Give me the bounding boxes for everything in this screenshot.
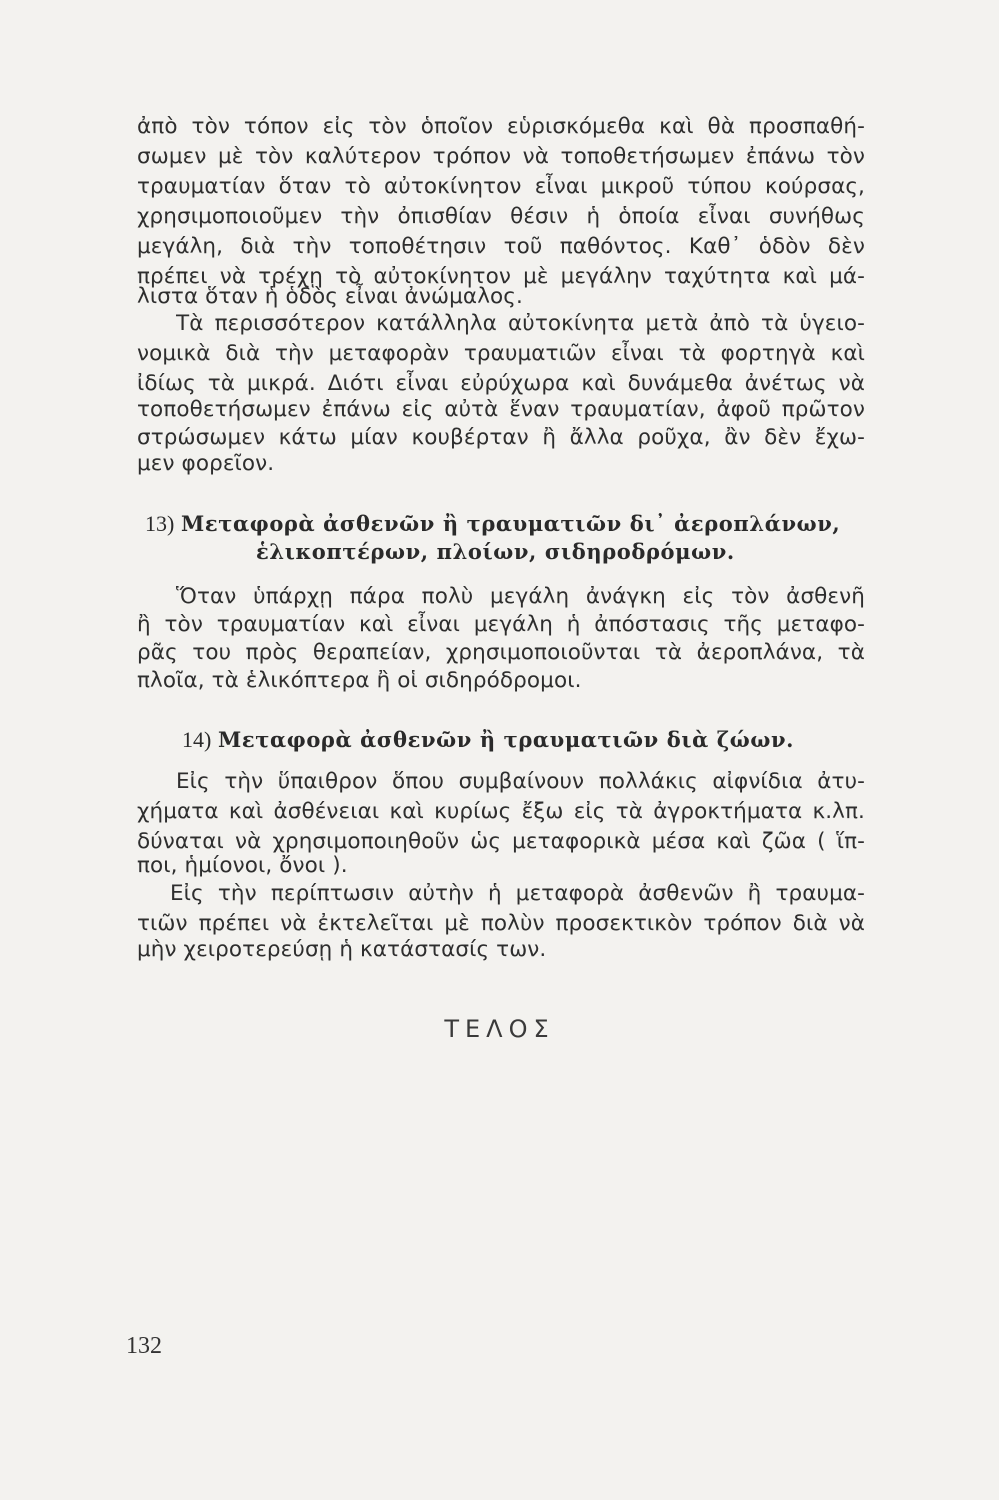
text-line: ἰδίως τὰ μικρά. Διότι εἶναι εὐρύχωρα καὶ δυνάμεθα ἀνέτως νὰ — [137, 371, 865, 396]
page-number: 132 — [126, 1333, 162, 1359]
text-line: Εἰς τὴν περίπτωσιν αὐτὴν ἡ μεταφορὰ ἀσθενῶν ἢ τραυμα- — [170, 881, 865, 906]
text-line: μεν φορεῖον. — [137, 451, 275, 476]
text-line: στρώσωμεν κάτω μίαν κουβέρταν ἢ ἄλλα ροῦχα, ἂν δὲν ἔχω- — [137, 425, 865, 450]
text-line: μεγάλη, διὰ τὴν τοποθέτησιν τοῦ παθόντος. Καθ᾽ ὁδὸν δὲν — [137, 234, 865, 259]
text-line: τοποθετήσωμεν ἐπάνω εἰς αὐτὰ ἕναν τραυματίαν, ἀφοῦ πρῶτον — [137, 397, 865, 422]
text-line: ἀπὸ τὸν τόπον εἰς τὸν ὁποῖον εὑρισκόμεθα καὶ θὰ προσπαθή- — [137, 114, 865, 139]
text-line: λιστα ὅταν ἡ ὁδὸς εἶναι ἀνώμαλος. — [137, 284, 523, 309]
section-heading-13-cont — [256, 538, 735, 566]
text-line: σωμεν μὲ τὸν καλύτερον τρόπον νὰ τοποθετήσωμεν ἐπάνω τὸν — [137, 144, 865, 169]
section-heading-14 — [182, 726, 794, 754]
text-line: Τὰ περισσότερον κατάλληλα αὐτοκίνητα μετὰ ἀπὸ τὰ ὑγειο- — [176, 311, 865, 336]
text-line: ἢ τὸν τραυματίαν καὶ εἶναι μεγάλη ἡ ἀπόστασις τῆς μεταφο- — [137, 612, 865, 637]
text-line: νομικὰ διὰ τὴν μεταφορὰν τραυματιῶν εἶναι τὰ φορτηγὰ καὶ — [137, 341, 865, 366]
section-title-cont: ἑλικοπτέρων, πλοίων, σιδηροδρόμων. — [256, 539, 735, 564]
text-line: πρέπει νὰ τρέχῃ τὸ αὐτοκίνητον μὲ μεγάλην ταχύτητα καὶ μά- — [137, 264, 865, 289]
section-title: Μεταφορὰ ἀσθενῶν ἢ τραυματιῶν δι᾽ ἀεροπλάνων, — [181, 511, 841, 536]
section-number: 14) — [182, 727, 212, 752]
text-line: Εἰς τὴν ὕπαιθρον ὅπου συμβαίνουν πολλάκις αἰφνίδια ἀτυ- — [176, 769, 865, 794]
text-line: ποι, ἡμίονοι, ὄνοι ). — [137, 853, 348, 878]
text-line: τραυματίαν ὅταν τὸ αὐτοκίνητον εἶναι μικροῦ τύπου κούρσας, — [137, 174, 865, 199]
text-line: δύναται νὰ χρησιμοποιηθοῦν ὡς μεταφορικὰ μέσα καὶ ζῶα ( ἵπ- — [137, 829, 865, 854]
text-line: μὴν χειροτερεύσῃ ἡ κατάστασίς των. — [137, 937, 547, 962]
end-mark: ΤΕΛΟΣ — [444, 1015, 555, 1043]
section-number: 13) — [145, 511, 175, 536]
text-line: χήματα καὶ ἀσθένειαι καὶ κυρίως ἔξω εἰς τὰ ἀγροκτήματα κ.λπ. — [137, 799, 865, 824]
text-line: Ὅταν ὑπάρχῃ πάρα πολὺ μεγάλη ἀνάγκη εἰς τὸν ἀσθενῆ — [176, 584, 865, 609]
text-line: πλοῖα, τὰ ἑλικόπτερα ἢ οἱ σιδηρόδρομοι. — [137, 668, 582, 693]
section-title: Μεταφορὰ ἀσθενῶν ἢ τραυματιῶν διὰ ζώων. — [218, 727, 795, 752]
section-heading-13 — [145, 510, 840, 538]
text-line: τιῶν πρέπει νὰ ἐκτελεῖται μὲ πολὺν προσεκτικὸν τρόπον διὰ νὰ — [137, 911, 865, 936]
text-line: χρησιμοποιοῦμεν τὴν ὀπισθίαν θέσιν ἡ ὁποία εἶναι συνήθως — [137, 204, 865, 229]
text-line: ρᾶς του πρὸς θεραπείαν, χρησιμοποιοῦνται τὰ ἀεροπλάνα, τὰ — [137, 640, 865, 665]
